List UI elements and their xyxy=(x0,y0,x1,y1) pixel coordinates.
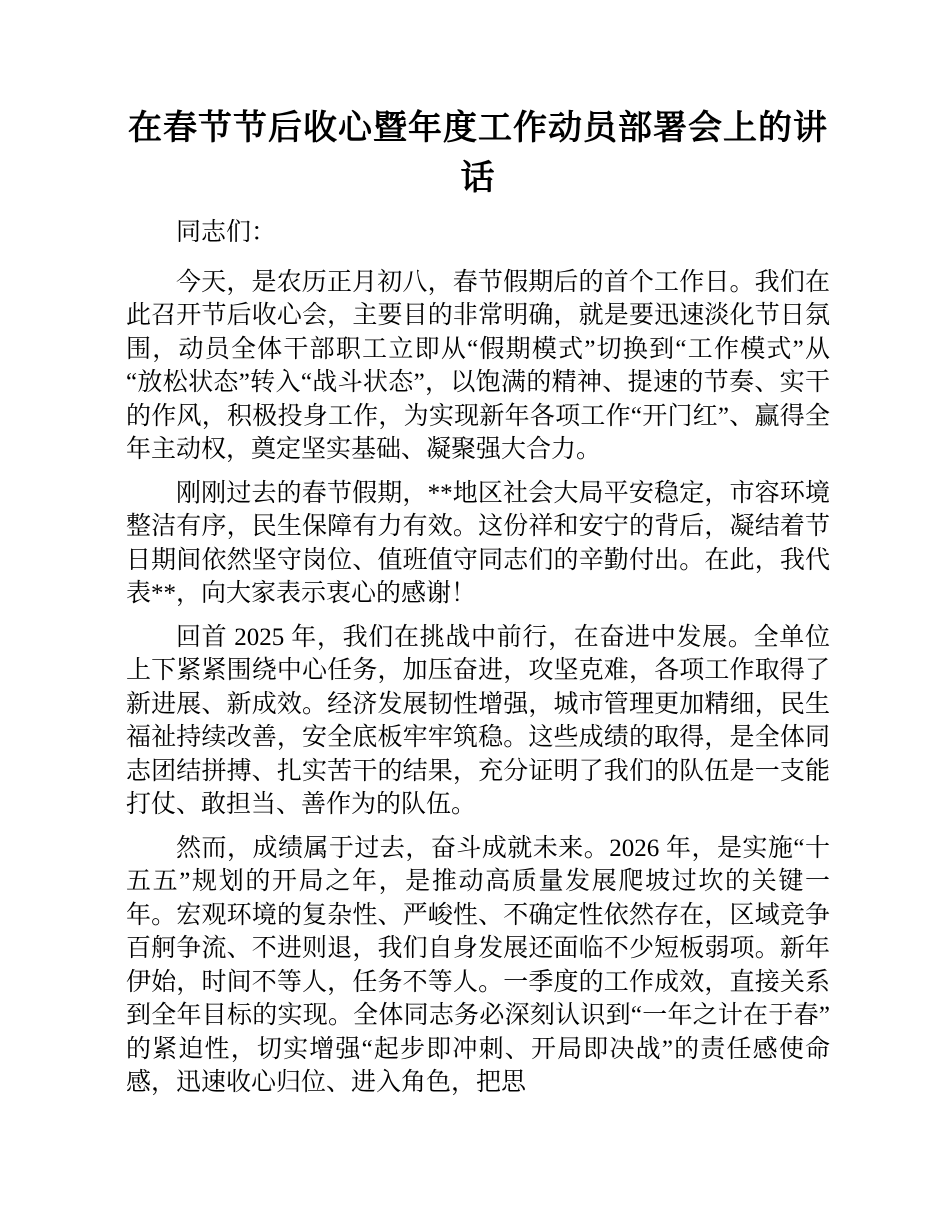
paragraph-2: 刚刚过去的春节假期，**地区社会大局平安稳定，市容环境整洁有序，民生保障有力有效。这份祥和安宁的背后，凝结着节日期间依然坚守岗位、值班值守同志们的辛勤付出。在此，我代表**，向大家表示衷心的感谢！ xyxy=(126,479,830,607)
salutation: 同志们： xyxy=(176,219,277,246)
paragraph-4: 然而，成绩属于过去，奋斗成就未来。2026 年，是实施“十五五”规划的开局之年，是推动高质量发展爬坡过坎的关键一年。宏观环境的复杂性、严峻性、不确定性依然存在，区域竞争百舸争流、不进则退，我们自身发展还面临不少短板弱项。新年伊始，时间不等人，任务不等人。一季度的工作成效，直接关系到全年目标的实现。全体同志务必深刻认识到“一年之计在于春”的紧迫性，切实增强“起步即冲刺、开局即决战”的责任感使命感，迅速收心归位、进入角色，把思 xyxy=(126,834,830,1096)
paragraph-3: 回首 2025 年，我们在挑战中前行，在奋进中发展。全单位上下紧紧围绕中心任务，加压奋进，攻坚克难，各项工作取得了新进展、新成效。经济发展韧性增强，城市管理更加精细，民生福祉持续改善，安全底板牢牢筑稳。这些成绩的取得，是全体同志团结拼搏、扎实苦干的结果，充分证明了我们的队伍是一支能打仗、敢担当、善作为的队伍。 xyxy=(126,623,830,818)
paragraph-1: 今天，是农历正月初八，春节假期后的首个工作日。我们在此召开节后收心会，主要目的非常明确，就是要迅速淡化节日氛围，动员全体干部职工立即从“假期模式”切换到“工作模式”从“放松状态”转入“战斗状态”，以饱满的精神、提速的节奏、实干的作风，积极投身工作，为实现新年各项工作“开门红”、赢得全年主动权，奠定坚实基础、凝聚强大合力。 xyxy=(126,268,830,463)
document-title: 在春节节后收心暨年度工作动员部署会上的讲话 xyxy=(128,110,828,197)
